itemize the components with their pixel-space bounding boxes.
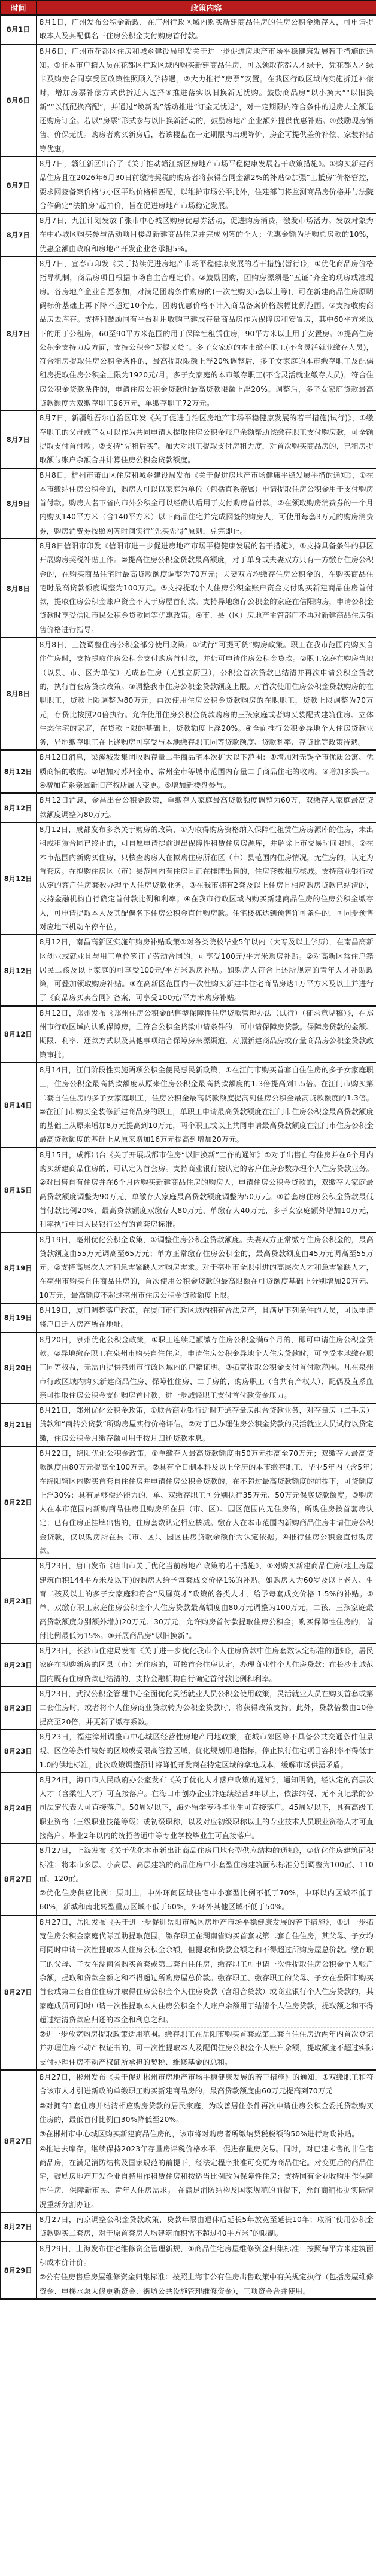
- policy-paragraph: 8月19日，亳州优化公积金政策，①调整住房公积金贷款额度。夫妻双方正常缴存住房公积金的，最高贷款额度由55万元调高至65万元；单方正常缴存住房公积金的，最高贷款额度由45万元调高至55万元。②支持高层次人才和急需紧缺人才购房需求。对于亳州市全职引进的高层次人才和急需紧缺人才，在亳州市购买自住商品住房的，首次使用公积金贷款的最高限额在可贷额度基础上分别增加20万元、10万元，最高额度不超过亳州市住房公积金贷款额度上限。: [39, 1235, 374, 1300]
- policy-paragraph: 8月24日，海口市人民政府办公室发布《关于优化人才落户政策的通知》，通知明确，经认定的高层次人才（含柔性人才）可直接落户。在海口市创办企业并连续经营3年以上，依法纳税、无不良记录的公司法定代表人可直接落户。50周岁以下，海外留学专科毕业生可直接落户。45周岁以下，具有高级工职业资格（三级职业技能等级）或初级职称，以及对应初级职称以上的专业技术人员职业资格人才可直接落户。毕业2年以内的统招普通中等专业学校毕业生可直接落户。: [39, 1775, 374, 1840]
- table-row: [1, 1233, 376, 1303]
- policy-paragraph: 8月15日，成都出台《关于开展成都市住房“以旧换新”工作的通知》①对于出售自有住房并在6个月内购买新建商品住房的，可认定为首套房。支持商业银行按认定的客户住房套数办理个人住房贷款业务。②对出售自有住房并在6个月内购买新建商品住房的购房人，申请住房公积金贷款的，双缴存人家庭最高贷款额度调整为90万元，单缴存人家庭最高贷款额度调整为50万元。③首套房住房公积金贷款最低首付款比例20%，最高贷款额度双缴存人80万元、单缴存人40万元，多子女家庭额外增加10万元，利率执行中国人民银行公布的首套房标准。: [39, 1150, 374, 1229]
- policy-paragraph: 8月7日，宜春市印发《关于持续促进房地产市场平稳健康发展的若干措施(暂行)》，①优化商品房价格指导机制，商品房项目根据市场自主合理定价。②鼓励团购，团购房源须是“五证”齐全的现房或准现房。各房地产企业自愿参加，对满足团购条件购房的(一次性购买5套以上等)，可在新建商品住房原明码标价基础上再下降不超过10个点，团购优惠价格不计入商品备案价格跌幅比例范围。③支持收购商品房去库存。支持和鼓励国有平台利用收购已建成存量商品房作为保障房和安置房，其中60平方米以下的用于公租房，60至90平方米范围的用于保障性租赁住房，90平方米以上用于安置房。④提高住房公积金支持力度方面，支持公积金“既提又贷”。多子女家庭的本市缴存职工(不含灵活就业缴存人员)，符合租房提取住房公积金条件的，最高提取限额上浮20%调整后，多子女家庭的本市缴存职工及配偶租房提取住房公积金上限为1920元/月。多子女家庭的本市缴存职工(不含灵活就业缴存人员)，符合住房公积金贷款条件的，申请住房公积金贷款时最高贷款限额上浮20%。调整后，多子女家庭贷款最高贷款额度为双缴存职工96万元，单缴存职工72万元。: [39, 260, 374, 408]
- row-date: 8月6日: [1, 44, 37, 157]
- policy-paragraph: 8月27日，南京调整公积金贷款政策，贷款年限由退休后延长5年放宽至延长10年；取消“使用公积金贷款购买二套房，对于原首套房人均建筑面积需不超过40平方米”的限制。: [39, 2215, 374, 2238]
- table-row: [1, 1303, 376, 1333]
- policy-paragraph: 8月27日，彬州发布《关于促进郴州市房地产市场平稳健康发展的若干措施》的通知，①双缴职工和符合该市人才引进新政的单缴职工购买新建商品房的，最高贷款额度由60万元提高到70万元: [39, 2073, 374, 2096]
- row-content: [37, 1148, 376, 1233]
- row-content: [37, 157, 376, 214]
- row-content: [37, 468, 376, 539]
- policy-paragraph: 8月22日，绵阳优化公积金政策，①单缴存人最高贷款额度由50万元提高至70万元；双缴存人最高贷款额度由80万元提高至100万元。②具有全日制本科及以上学历的本市缴存职工，毕业5年内（含5年）在绵阳辖区内购买首套自住住房并申请住房公积金贷款的，在不超过最高贷款额度的前提下，可贷额度上浮30%；具有足够偿还能力的，单、双缴存职工可分别执行35万元、50万元保底贷款额度。③购房人在本市范围内新购商品住房且购房所在县（市、区）、园区范围内无住房的，所购住房按首套房认定；已有住房正挂牌出售的，住房套数认定相应核减。缴存人在本市范围内新购商品住房申请住房公积金贷款，仅以购房所在县（市、区）、园区住房贷款余额作为认定依据。④推行住房公积金直付购房款。: [39, 1449, 374, 1556]
- table-row: [1, 822, 376, 935]
- policy-paragraph: 8月8日信阳市印发《信阳市进一步促进房地产市场平稳健康发展的若干措施》，①支持具备条件的县区开展购房契税补贴工作。②提高住房公积金贷款最高额度，对于单身或夫妻双方只有一方缴存住房公积金的，在购买商品住宅时最高贷款额度调整为70万元；夫妻双方均缴存住房公积金的，在购买商品住宅时最高贷款额度调整为100万元。③支持提取个人住房公积金账户资金支付购买新建商品住房首付款，提取住房公积金账户资金不大于房屋首付款。支持异地缴存公积金的家庭在信阳购房，申请公积金贷款时享受信阳市民公积金贷款同等优惠政策。④市、县（区）房地产主管部门不再对新建商品住房销售价格进行指导。: [39, 541, 374, 634]
- table-row: [1, 2242, 376, 2299]
- row-content: [37, 1303, 376, 1333]
- table-header-row: [1, 1, 376, 16]
- row-date: 8月29日: [1, 2242, 37, 2299]
- table-row: [1, 638, 376, 750]
- row-content: [37, 793, 376, 822]
- table-row: [1, 214, 376, 257]
- row-date: 8月23日: [1, 1644, 37, 1687]
- table-row: [1, 793, 376, 822]
- row-content: [37, 539, 376, 638]
- table-row: [1, 2070, 376, 2212]
- policy-paragraph: ②公有住房售后房屋维修资金归集标准：按照上海市公有住房出售政策中有关规定执行（包括房屋维修资金、电梯水泵大修更新资金、街坊公共设施管理维修资金），三项资金合并使用。: [40, 2270, 374, 2298]
- row-content: [37, 2070, 376, 2212]
- table-row: [1, 257, 376, 411]
- row-date: 8月9日: [1, 468, 37, 539]
- row-content: [37, 214, 376, 257]
- table-row: [1, 1843, 376, 1915]
- row-date: 8月12日: [1, 822, 37, 935]
- table-row: [1, 750, 376, 793]
- table-row: [1, 1773, 376, 1843]
- policy-paragraph: 8月20日，泉州优化公积金政策，①职工连续足额缴存住房公积金满6个月的，即可申请住房公积金贷款。②异地缴存职工在泉州市购买自住住房，申请住房公积金异地个人住房贷款时，可享受本地缴存职工同等权益，无需再提供泉州市行政区域内的户籍证明。③拓宽提取公积金支付首付款范围。凡在泉州市行政区域内购买新建商品住房、保障性住房、二手房的，购房职工（含共有产权人）、配偶及直系血亲可提取住房公积金支付购房首付款，进一步减轻职工支付首付款资金压力。: [39, 1335, 374, 1400]
- row-date: 8月22日: [1, 1446, 37, 1559]
- policy-paragraph: ②进一步放宽购房提取政策适用范围。缴存职工在岳阳市购买首套或第二套自住住房近两年内首次登记并办理住房不动产权证书的，可一次性提取本人及配偶住房公积金个人账户余额，提取额度不超过实际支付办理住房不动产权证所承担的契税、维修基金的总和。: [40, 2027, 374, 2069]
- policy-paragraph: 8月12日消息，梁溪城发集团收购存量二手商品宅本次扩大以下范围：①增加对无锡全市优质公寓、优质商铺的收购。②增加对苏州全市、常州全市等城市范围内存量二手商品住宅的收购。③增加多换一。④增加直系亲属新旧产权所属人变更。⑤增加新楼盘参与。: [39, 753, 374, 790]
- row-date: 8月24日: [1, 1773, 37, 1843]
- policy-paragraph: 8月7日，九江计划发放千张市中心城区购房优惠券活动，促进购房消费，激发市场活力。发放对象为在中心城区购买参与活动项目楼盘新建商品住房并完成网签的个人；优惠金额为所购总房款的10%，优惠金额由政府和房地产开发企业各承担5%。: [39, 217, 374, 253]
- table-row: [1, 539, 376, 638]
- row-content: [37, 750, 376, 793]
- row-date: 8月7日: [1, 157, 37, 214]
- row-date: 8月27日: [1, 2212, 37, 2242]
- table-row: [1, 1006, 376, 1063]
- policy-paragraph: ②优化住房供应比例：原则上，中外环间区域住宅中小套型比例不低于70%，中环以内区域不低于60%，新城和南北转型重点区域不低于60%，外环外其他区域不低于50%。: [40, 1886, 374, 1915]
- policy-paragraph: 8月21日，郑州优化公积金政策，①联合商业银行适时开通存量房组合贷款业务，对存量房（二手房）贷款和“商转公贷款”所购房屋实行价格评估。②对于已办理住房公积金贷款的灵活就业人员试行以贷定缴，住房公积金月缴存额可用于按月归还贷款本息。: [39, 1406, 374, 1443]
- row-date: 8月20日: [1, 1333, 37, 1403]
- row-content: [37, 1730, 376, 1773]
- row-content: [37, 1403, 376, 1446]
- policy-paragraph: 8月1日，广州发布公积金新政，在广州行政区域内购买新建商品住房的住房公积金缴存人，可申请提取本人及其配偶名下住房公积金支付购房首付款。: [39, 18, 374, 41]
- row-date: 8月15日: [1, 1148, 37, 1233]
- table-row: [1, 935, 376, 1005]
- row-date: 8月8日: [1, 539, 37, 638]
- policy-paragraph: ②对拥有1套住房并结清相应购房贷款的居民家庭，为改善居住条件再次申请住房公积金委托贷款购买住房的，最低首付比例由30%降低至20%。: [40, 2099, 374, 2127]
- policy-paragraph: 8月27日，上海发布《关于优化本市新出让商品住房用地套型供应结构的通知》，①优化住房建筑面积标准：将本市多层、小高层、高层建筑的商品住房中小套型住房建筑面积标准分别调整为100㎡、110㎡、120㎡。: [39, 1846, 374, 1883]
- row-date: 8月8日: [1, 638, 37, 750]
- policy-paragraph: 8月23日，长沙市住建局发布《关于进一步优化我市个人住房贷款中住房套数认定标准的通知》，居民家庭在拟购新房的区县（市）无住房的，可按首套住房认定，办理商业性个人住房贷款；在长沙市域范围内既有住房贷款已结清的，支持金融机构自行确定首付款比例和利率。: [39, 1647, 374, 1683]
- policy-paragraph: 8月19日，厦门调整落户政策，在厦门市行政区域内拥有合法房产，且满足下列条件的人员，可以申请将户口迁入房产所在地址。: [39, 1306, 374, 1329]
- row-date: 8月7日: [1, 257, 37, 411]
- row-date: 8月23日: [1, 1687, 37, 1730]
- policy-paragraph: 8月7日，新疆维吾尔自治区印发《关于促进自治区房地产市场平稳健康发展的若干措施(试行)》，①缴存职工的父母或子女可以作为共同申请人提取住房公积金账户余额帮助该缴存职工支付购房款，可全额提取支付首付款。②支持“先租后买”。加大对职工提取支付房租力度，对首次购买商品房的，已租房提取额与账户余额合并计算住房公积金贷款额度。: [39, 414, 374, 465]
- row-date: 8月23日: [1, 1559, 37, 1644]
- row-content: [37, 1006, 376, 1063]
- row-content: [37, 257, 376, 411]
- row-content: [37, 1063, 376, 1148]
- row-date: 8月7日: [1, 411, 37, 468]
- row-content: [37, 1843, 376, 1915]
- row-date: 8月19日: [1, 1303, 37, 1333]
- row-date: 8月1日: [1, 15, 37, 44]
- policy-paragraph: 8月23日，唐山发布《唐山市关于优化当前房地产政策的若干措施》，①对购买新建商品住房(地上房屋建筑面积144平方米及以下)的购房人给予每套成交价格1%的补贴。如购房人为60岁及以上老人、生育二孩及以上的多子女家庭和符合“凤凰英才”政策的各类人才，给予每套成交价格 1.5%的补贴。②单、双缴存职工家庭住房公积金个人住房贷款最高额度由80万元调整为100万元，二孩、三孩家庭最高贷款额度分别额外增加20万元、30万元，允许购房首付款提取住房公积金；购买保障性住房的，首付比例最低为15%。③开展商品房“以旧换新”。: [39, 1562, 374, 1640]
- policy-paragraph: 8月23日，福建漳州调整市中心城区经营性房地产用地政策，在城市郊区等不具备公共交通条件但景观、区位等条件较好的区域或受限高管控区域，优化规划用地指标，停止执行住宅项目容积率不得低于1.0的供地标准。此次政策调整预计将降低开发商在特定区域的拿地成本，缓解市场供需矛盾。: [39, 1732, 374, 1769]
- policy-paragraph: ③在郴州市中心城区购买新建商品住房的，该市将对购房者所缴纳契税税额的50%进行财政补贴。: [40, 2127, 374, 2141]
- row-content: [37, 1333, 376, 1403]
- table-row: [1, 1446, 376, 1559]
- row-date: 8月27日: [1, 1915, 37, 2070]
- policy-paragraph: 8月12日消息，金昌出台公积金政策，单缴存人家庭最高贷款额度调整为60万，双缴存人家庭最高贷款额度调整为80万元。: [39, 796, 374, 819]
- row-content: [37, 822, 376, 935]
- row-content: [37, 44, 376, 157]
- row-content: [37, 1644, 376, 1687]
- policy-paragraph: 8月12日，南昌高新区实施年购房补贴政策①对各类院校毕业5年以内（大专及以上学历），在南昌高新区创业或就业且与用工单位签订了劳动合同的，可享受100元/平方米购房补贴。②对高新区常住户籍居民二孩及以上家庭的可享受100元/平方米购房补贴。如购房人符合上述所规定的青年人才补贴政策，可叠加领取购房补贴。③在高新区范围内一次性购买新建非住宅商品房达1万平方米及以上并进行了《商品房买卖合同》备案，可享受100元/平方米购房补贴。: [39, 938, 374, 1002]
- table-row: [1, 1148, 376, 1233]
- row-content: [37, 2212, 376, 2242]
- policy-paragraph: 8月14日，江门阶段性实施两项公积金便民惠民新政策，①在江门市购买首套自住住房的多子女家庭职工，住房公积金最高贷款额度从原来住房公积金最高贷款额度的1.3倍提高到1.5倍。在江门市购买第二套自住住房的多子女家庭职工，住房公积金最高贷款额度提高到住房公积金最高贷款额度的1.3倍。②在江门市购买全装修新建商品房的职工，单职工申请最高贷款额度在江门市住房公积金最高贷款额度的基础上从原来增加8万元提高到10万元，两个职工或以上共同申请最高贷款额度在江门市住房公积金最高贷款额度的基础上从原来增加16万元提高到增加20万元。: [39, 1065, 374, 1144]
- policy-paragraph: ④推进去库存。继续保持2023年存量房评税价格水平，促进存量房交易。同时，对已建未售的非住宅商品房，在满足消防结构及国家规范的前提下，经法定程序批准可变更为商品住宅。对变更后的商品住宅，鼓励房地产开发企业自持用作租赁住房和按适当比例改为保障性住房；支持国有企业收购用作保障性住房，保障新市民、青年人住房需求。 在满足消防结构及国家规范的前提下，允许商铺根据实际情况重新分割办证。: [40, 2142, 374, 2212]
- row-content: [37, 411, 376, 468]
- policy-paragraph: 8月29日，上海发布住宅维修资金管理新规，①商品住宅房屋维修资金归集标准：按照每平方米建筑面积成本价计价。: [39, 2244, 374, 2267]
- row-date: 8月12日: [1, 750, 37, 793]
- policy-paragraph: 8月23日，武汉公积金管理中心全面优化灵活就业人员公积金使用政策，灵活就业人员在购买首套或第二套住房时，或者将个人住房商业贷款转为公积金贷款时，将获得政策支持。此外，贷款倍数由10倍提高至20倍，并更新了缴存系数。: [39, 1690, 374, 1726]
- row-content: [37, 2242, 376, 2299]
- row-content: [37, 1915, 376, 2070]
- row-content: [37, 935, 376, 1005]
- row-date: 8月12日: [1, 793, 37, 822]
- column-header-content: 政策内容: [37, 1, 376, 16]
- row-content: [37, 1559, 376, 1644]
- table-row: [1, 15, 376, 44]
- policy-paragraph: 8月27日，岳阳发布《关于进一步促进岳阳市城区房地产市场平稳健康发展的若干措施》，①进一步拓宽住房公积金家庭代际互助提取范围。缴存职工在湖南省购买首套或第二套自住住房，其父母、子女均可同时申请一次性提取本人住房公积金余额，但提取和贷款金额之和不得超过所购房屋总价款。缴存职工的父母、子女在湖南省购买首套或第二套自住住房，缴存职工可申请一次性提取住房公积金个人账户余额，提取和贷款金额之和不得超过所购房屋总价款。缴存职工、缴存职工的父母、子女在岳阳市购买首套或第二套自住住房并取得住房公积金个人住房贷款（含组合贷款）或商业银行个人住房贷款的，其家庭成员可同时申请一次性提取本人住房公积金个人账户余额用于结清个人住房贷款，提取额之和不得超过结清贷款应归还的本金和利息之和。: [39, 1917, 374, 2024]
- row-content: [37, 1233, 376, 1303]
- row-date: 8月12日: [1, 1006, 37, 1063]
- row-content: [37, 638, 376, 750]
- table-row: [1, 2212, 376, 2242]
- table-row: [1, 1559, 376, 1644]
- row-date: 8月27日: [1, 1843, 37, 1915]
- table-row: [1, 468, 376, 539]
- policy-paragraph: 8月12日，成都发布多条关于购房的政策，①为取得购房资格纳入保障性租赁住房房源库的住房，未出租或租赁合同已终止的，可自愿申请提前退出保障性租赁住房房源库，并解除上市交易时间限制。②在本市范围内新购买住房，只核查购房人在拟购住房所在区（市）县范围内住房情况，无住房的，认定为首套房。在拟购住房区（市）县范围内有住房且正在挂牌出售的，住房套数相应核减。支持商业银行按认定的客户住房套数办理个人住房贷款业务。③在我市拥有2套及以上住房且相应购房贷款已结清的，支持金融机构自行确定首付款比例和利率。④在我市行政区域内购买新建商品住房的住房公积金缴存人，可申请提取本人及其配偶名下住房公积金直付购房款。住宅楼栋达到预售许可条件的，可同步预售对应地下机动车停车位。: [39, 825, 374, 931]
- table-row: [1, 1333, 376, 1403]
- row-content: [37, 1773, 376, 1843]
- table-row: [1, 1915, 376, 2070]
- row-date: 8月14日: [1, 1063, 37, 1148]
- row-content: [37, 1687, 376, 1730]
- row-date: 8月27日: [1, 2070, 37, 2212]
- row-date: 8月19日: [1, 1233, 37, 1303]
- policy-paragraph: 8月7日，赣江新区出台了《关于推动赣江新区房地产市场平稳健康发展若干政策措施》。①购买新建商品住房且在2026年6月30日前缴清契税的购房者将获得合同金额2%的补贴②加强“工抵房”价格管控，要求网签备案价格与小区平均价格相匹配，以维护市场公平此外，住建部门将监测商品房价格并与法院合作确定“法拍房”起拍价，旨在促进房地产市场稳定发展。: [39, 159, 374, 210]
- table-row: [1, 1644, 376, 1687]
- column-header-date: 时间: [1, 1, 37, 16]
- row-date: 8月12日: [1, 935, 37, 1005]
- policy-paragraph: 8月12日，郑州发布《郑州住房公积金配售型保障性住房贷款管理办法（试行）（征求意见稿）》，在郑州市行政区域内认购保障房，且符合公积金贷款申请条件的，可申请保障房贷款。保障房贷款的金额、期限、利率、还款方式以及其他事项结合保障房来源渠道，对照新建商品房或存量商品房公积金贷款政策审批。: [39, 1008, 374, 1059]
- table-row: [1, 1687, 376, 1730]
- table-row: [1, 1403, 376, 1446]
- row-date: 8月21日: [1, 1403, 37, 1446]
- row-date: 8月7日: [1, 214, 37, 257]
- table-row: [1, 157, 376, 214]
- row-content: [37, 15, 376, 44]
- policy-paragraph: 8月8日，杭州市萧山区住房和城乡建设局发布《关于促进房地产市场健康平稳发展举措的通知》，①在本市缴纳住房公积金的，购房人可以以家庭为单位（包括直系亲属）申请提取住房公积金用于支付购房首付款。购房人名下省内市外公积金可以经确认后用于支付购房首付款。②在领取购房消费券的一个月内购买140平方米（含140平方米）以下商品住宅并完成网签的购房人，可使用每套3万元的购房消费券，购房消费券按照网签时间实行“先买先得”原则，兑完即止。: [39, 471, 374, 535]
- table-row: [1, 411, 376, 468]
- row-content: [37, 1446, 376, 1559]
- table-row: [1, 44, 376, 157]
- policy-paragraph: 8月8日，上饶调整住房公积金部分使用政策。①试行“可提可贷”购房政策。职工在我市范围内购买自住住房时，支持提取住房公积金支付购房首付款，并仍可申请住房公积金贷款。②职工家庭在购房当地（以县、市、区为单位）无成套住房（无独立厨卫），公积金首次贷款已结清并再次申请公积金贷款的，执行首套房贷款政策。③调整我市住房公积金贷款额度上限。对首次使用住房公积金贷款购房的在职职工，贷款上限调整为80万元，再次使用住房公积金贷款购房的在职职工，贷款上限调整为70万元，存贷比按照20倍执行。允许使用住房公积金贷款购房的三孩家庭或者购买装配式建筑住房、立体生态住宅的家庭，在贷款上限的基础上，贷款额度上浮20%。④全面推行公积金异地个人住房贷款业务，异地缴存职工在上饶购房可享受与本地缴存职工同等贷款额度、贷款利率、存贷比等政策待遇。: [39, 641, 374, 747]
- row-date: 8月23日: [1, 1730, 37, 1773]
- table-row: [1, 1730, 376, 1773]
- policy-paragraph: 8月6日，广州市花都区住房和城乡建设局印发关于进一步促进房地产市场平稳健康发展若干措施的通知。①非本市户籍人员在花都区行政区域内购买新建商品住房，可以领取花都人才绿卡，凭花都人才绿卡及购房合同享受区政策性照顾入学待遇。②大力推行“房票”安置。在我区行政区域内实施拆迁补偿时，增加房票补偿方式供拆迁人选择③推进落实以旧换新无忧购。鼓励商品房“以小换大”“以旧换新”“以低配换高配”，并通过“焕新购”活动推进“订金无忧退”，对一定期限内符合条件的退房人全额退还购房订金。若以“房票”形式参与以旧换新活动的，鼓励房地产企业额外提供优惠补贴。④鼓励现房销售、价保无忧。购房者购买新房后，若该楼盘在一定期限内出现降价，房企可提供差价补偿、家装补贴等优惠。: [39, 47, 374, 153]
- table-body: [1, 15, 376, 2299]
- table-row: [1, 1063, 376, 1148]
